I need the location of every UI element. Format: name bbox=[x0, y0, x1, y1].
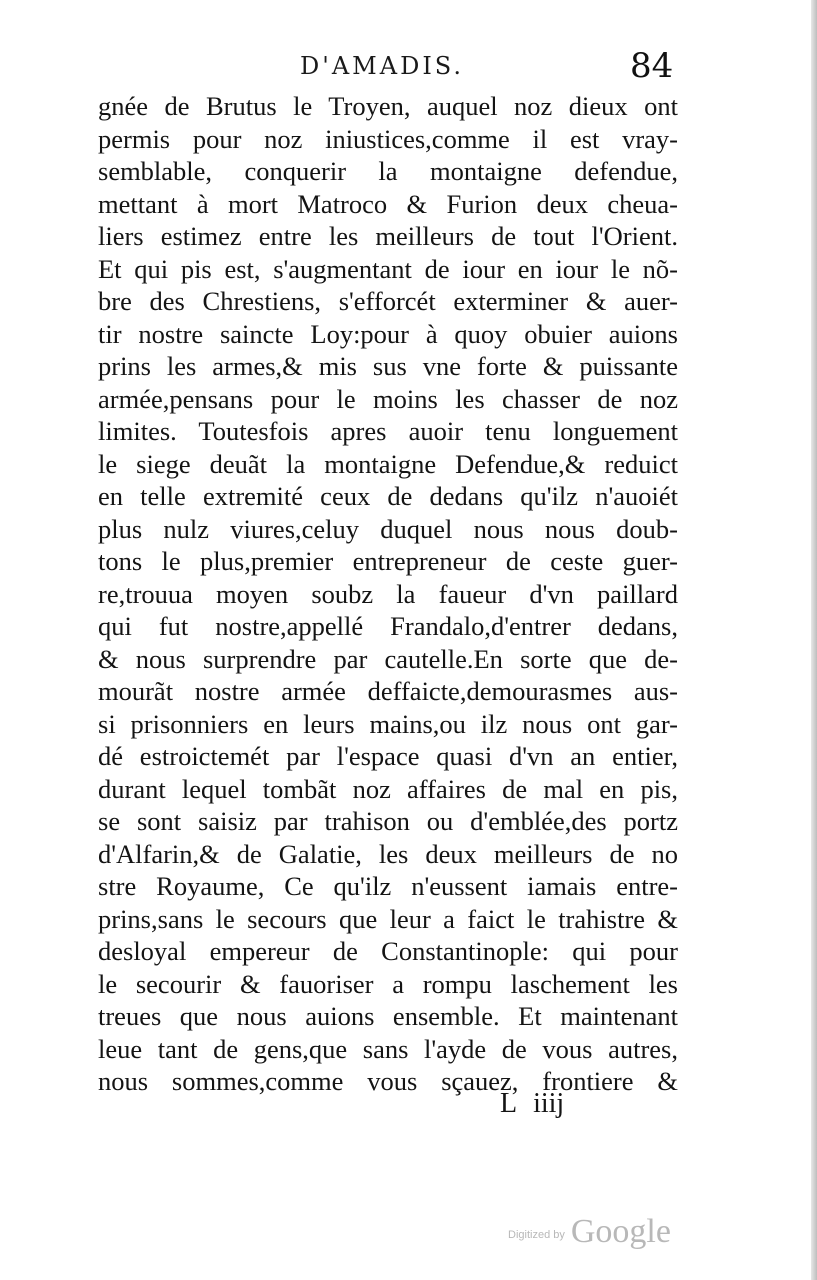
text-line: Et qui pis est, s'augmentant de iour en iour le nõ- bbox=[98, 253, 678, 284]
text-line: se sont saisiz par trahison ou d'emblée,des portz bbox=[98, 806, 678, 836]
body-text bbox=[98, 90, 678, 1098]
text-line: dé estroictemét par l'espace quasi d'vn an entier, bbox=[98, 741, 678, 771]
text-line: bre des Chrestiens, s'efforcét exterminer & auer- bbox=[98, 286, 678, 316]
text-line: tir nostre saincte Loy:pour à quoy obuier auions bbox=[98, 318, 678, 349]
digitization-watermark bbox=[508, 1213, 671, 1251]
text-line: treues que nous auions ensemble. Et maintenant bbox=[98, 1001, 678, 1031]
text-line: mourãt nostre armée deffaicte,demourasmes aus- bbox=[98, 676, 678, 706]
text-line: si prisonniers en leurs mains,ou ilz nous ont gar- bbox=[98, 708, 678, 739]
text-line: liers estimez entre les meilleurs de tout l'Orient. bbox=[98, 221, 678, 251]
text-line: d'Alfarin,& de Galatie, les deux meilleurs de no bbox=[98, 838, 678, 869]
text-line: nous sommes,comme vous sçauez, frontiere & bbox=[98, 1066, 678, 1096]
text-line: qui fut nostre,appellé Frandalo,d'entrer dedans, bbox=[98, 611, 678, 641]
text-line: le secourir & fauoriser a rompu laschement les bbox=[98, 968, 678, 999]
text-line: leue tant de gens,que sans l'ayde de vous autres, bbox=[98, 1033, 678, 1064]
text-line: desloyal empereur de Constantinople: qui pour bbox=[98, 936, 678, 966]
text-line: tons le plus,premier entrepreneur de ceste guer- bbox=[98, 546, 678, 576]
text-line: plus nulz viures,celuy duquel nous nous doub- bbox=[98, 513, 678, 544]
signature-mark: L iiij bbox=[500, 1088, 565, 1119]
scan-edge-shadow bbox=[811, 0, 817, 1280]
text-line: re,trouua moyen soubz la faueur d'vn paillard bbox=[98, 578, 678, 609]
running-title: D'AMADIS. bbox=[300, 52, 465, 80]
page-number: 84 bbox=[630, 46, 674, 86]
text-line: durant lequel tombãt noz affaires de mal en pis, bbox=[98, 773, 678, 804]
text-line: semblable, conquerir la montaigne defendue, bbox=[98, 156, 678, 186]
text-line: prins,sans le secours que leur a faict le trahistre & bbox=[98, 903, 678, 934]
text-line: stre Royaume, Ce qu'ilz n'eussent iamais entre- bbox=[98, 871, 678, 901]
text-line: en telle extremité ceux de dedans qu'ilz n'auoiét bbox=[98, 481, 678, 511]
watermark-brand: Google bbox=[570, 1213, 671, 1250]
text-line: limites. Toutesfois apres auoir tenu longuement bbox=[98, 416, 678, 446]
text-line: permis pour noz iniustices,comme il est vray- bbox=[98, 123, 678, 154]
watermark-prefix: Digitized by bbox=[508, 1229, 565, 1241]
text-line: gnée de Brutus le Troyen, auquel noz dieux ont bbox=[98, 91, 678, 121]
text-line: prins les armes,& mis sus vne forte & puissante bbox=[98, 351, 678, 381]
text-line: le siege deuãt la montaigne Defendue,& reduict bbox=[98, 448, 678, 479]
text-line: mettant à mort Matroco & Furion deux cheua- bbox=[98, 188, 678, 219]
text-line: & nous surprendre par cautelle.En sorte que de- bbox=[98, 643, 678, 674]
text-line: armée,pensans pour le moins les chasser de noz bbox=[98, 383, 678, 414]
